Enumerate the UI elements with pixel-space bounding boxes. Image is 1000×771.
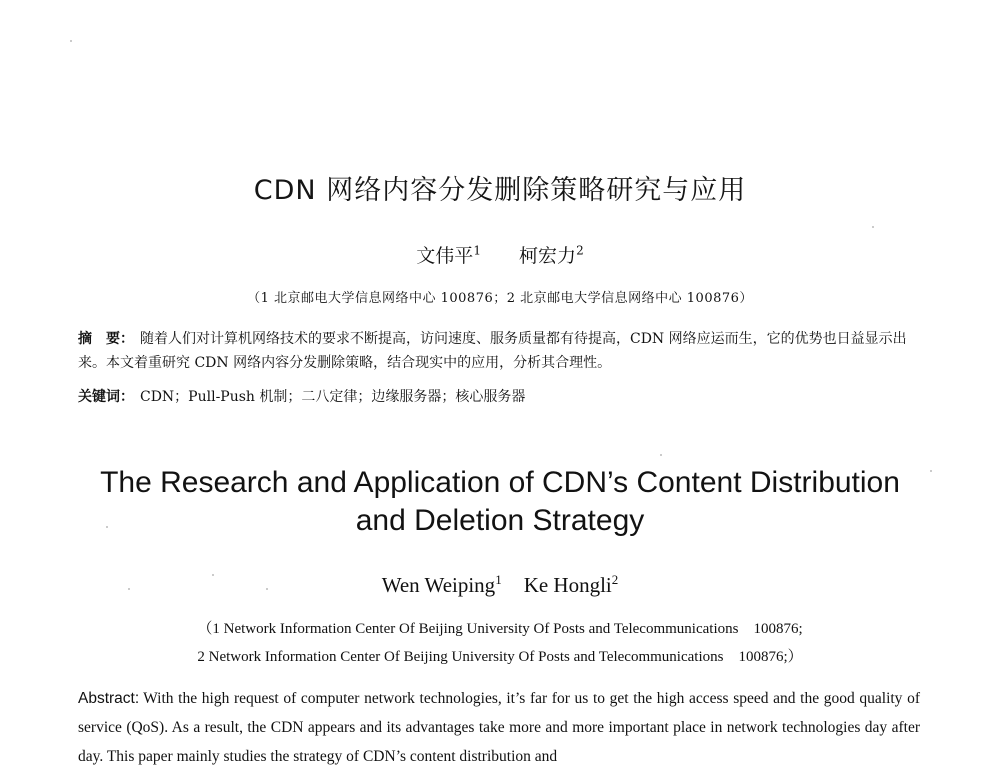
author-affiliation-mark: 2 xyxy=(576,243,584,258)
english-title-line-1: The Research and Application of CDN’s Content Distribution xyxy=(100,466,900,499)
keywords-text: CDN；Pull-Push 机制；二八定律；边缘服务器；核心服务器 xyxy=(140,389,526,405)
chinese-keywords xyxy=(78,385,920,409)
english-abstract xyxy=(78,684,920,771)
scan-speck xyxy=(660,454,662,456)
author-affiliation-mark: 1 xyxy=(473,243,481,258)
scan-speck xyxy=(70,40,72,42)
author-name: Wen Weiping xyxy=(381,573,496,597)
english-authors xyxy=(0,572,1000,598)
scan-speck xyxy=(872,226,874,228)
author-name: 文伟平 xyxy=(416,245,474,267)
chinese-title: CDN 网络内容分发删除策略研究与应用 xyxy=(253,175,747,206)
scan-speck xyxy=(930,470,932,472)
author-name: 柯宏力 xyxy=(519,245,577,267)
author-name: Ke Hongli xyxy=(523,573,612,597)
abstract-label: Abstract: xyxy=(78,690,140,707)
english-affiliation-line-2: 2 Network Information Center Of Beijing University Of Posts and Telecommunications 100876;） xyxy=(197,649,803,665)
abstract-text: 随着人们对计算机网络技术的要求不断提高，访问速度、服务质量都有待提高，CDN 网络应运而生，它的优势也日益显示出来。本文着重研究 CDN 网络内容分发删除策略，结合现实中的应用，分析其合理性。 xyxy=(78,331,907,371)
author-affiliation-mark: 1 xyxy=(495,572,502,587)
english-title xyxy=(0,464,1000,540)
scan-speck xyxy=(106,526,108,528)
author-affiliation-mark: 2 xyxy=(611,572,619,587)
scan-speck xyxy=(266,588,268,590)
abstract-text: With the high request of computer network technologies, it’s far for us to get the high access speed and the good quality of service (QoS). As a result, the CDN appears and its advantages take more and more important place in network technologies day after day. This paper mainly studies the strategy of CDN’s content distribution and xyxy=(78,690,920,765)
english-title-line-2: and Deletion Strategy xyxy=(355,504,645,537)
scan-speck xyxy=(128,588,130,590)
chinese-affiliation: （1 北京邮电大学信息网络中心 100876；2 北京邮电大学信息网络中心 100876） xyxy=(247,291,753,306)
chinese-authors xyxy=(0,241,1000,268)
abstract-label: 摘 要： xyxy=(78,331,134,347)
keywords-label: 关键词： xyxy=(78,389,134,405)
scan-speck xyxy=(212,574,214,576)
english-affiliation-line-1: （1 Network Information Center Of Beijing University Of Posts and Telecommunications 100876; xyxy=(197,621,803,637)
chinese-abstract xyxy=(78,327,920,375)
